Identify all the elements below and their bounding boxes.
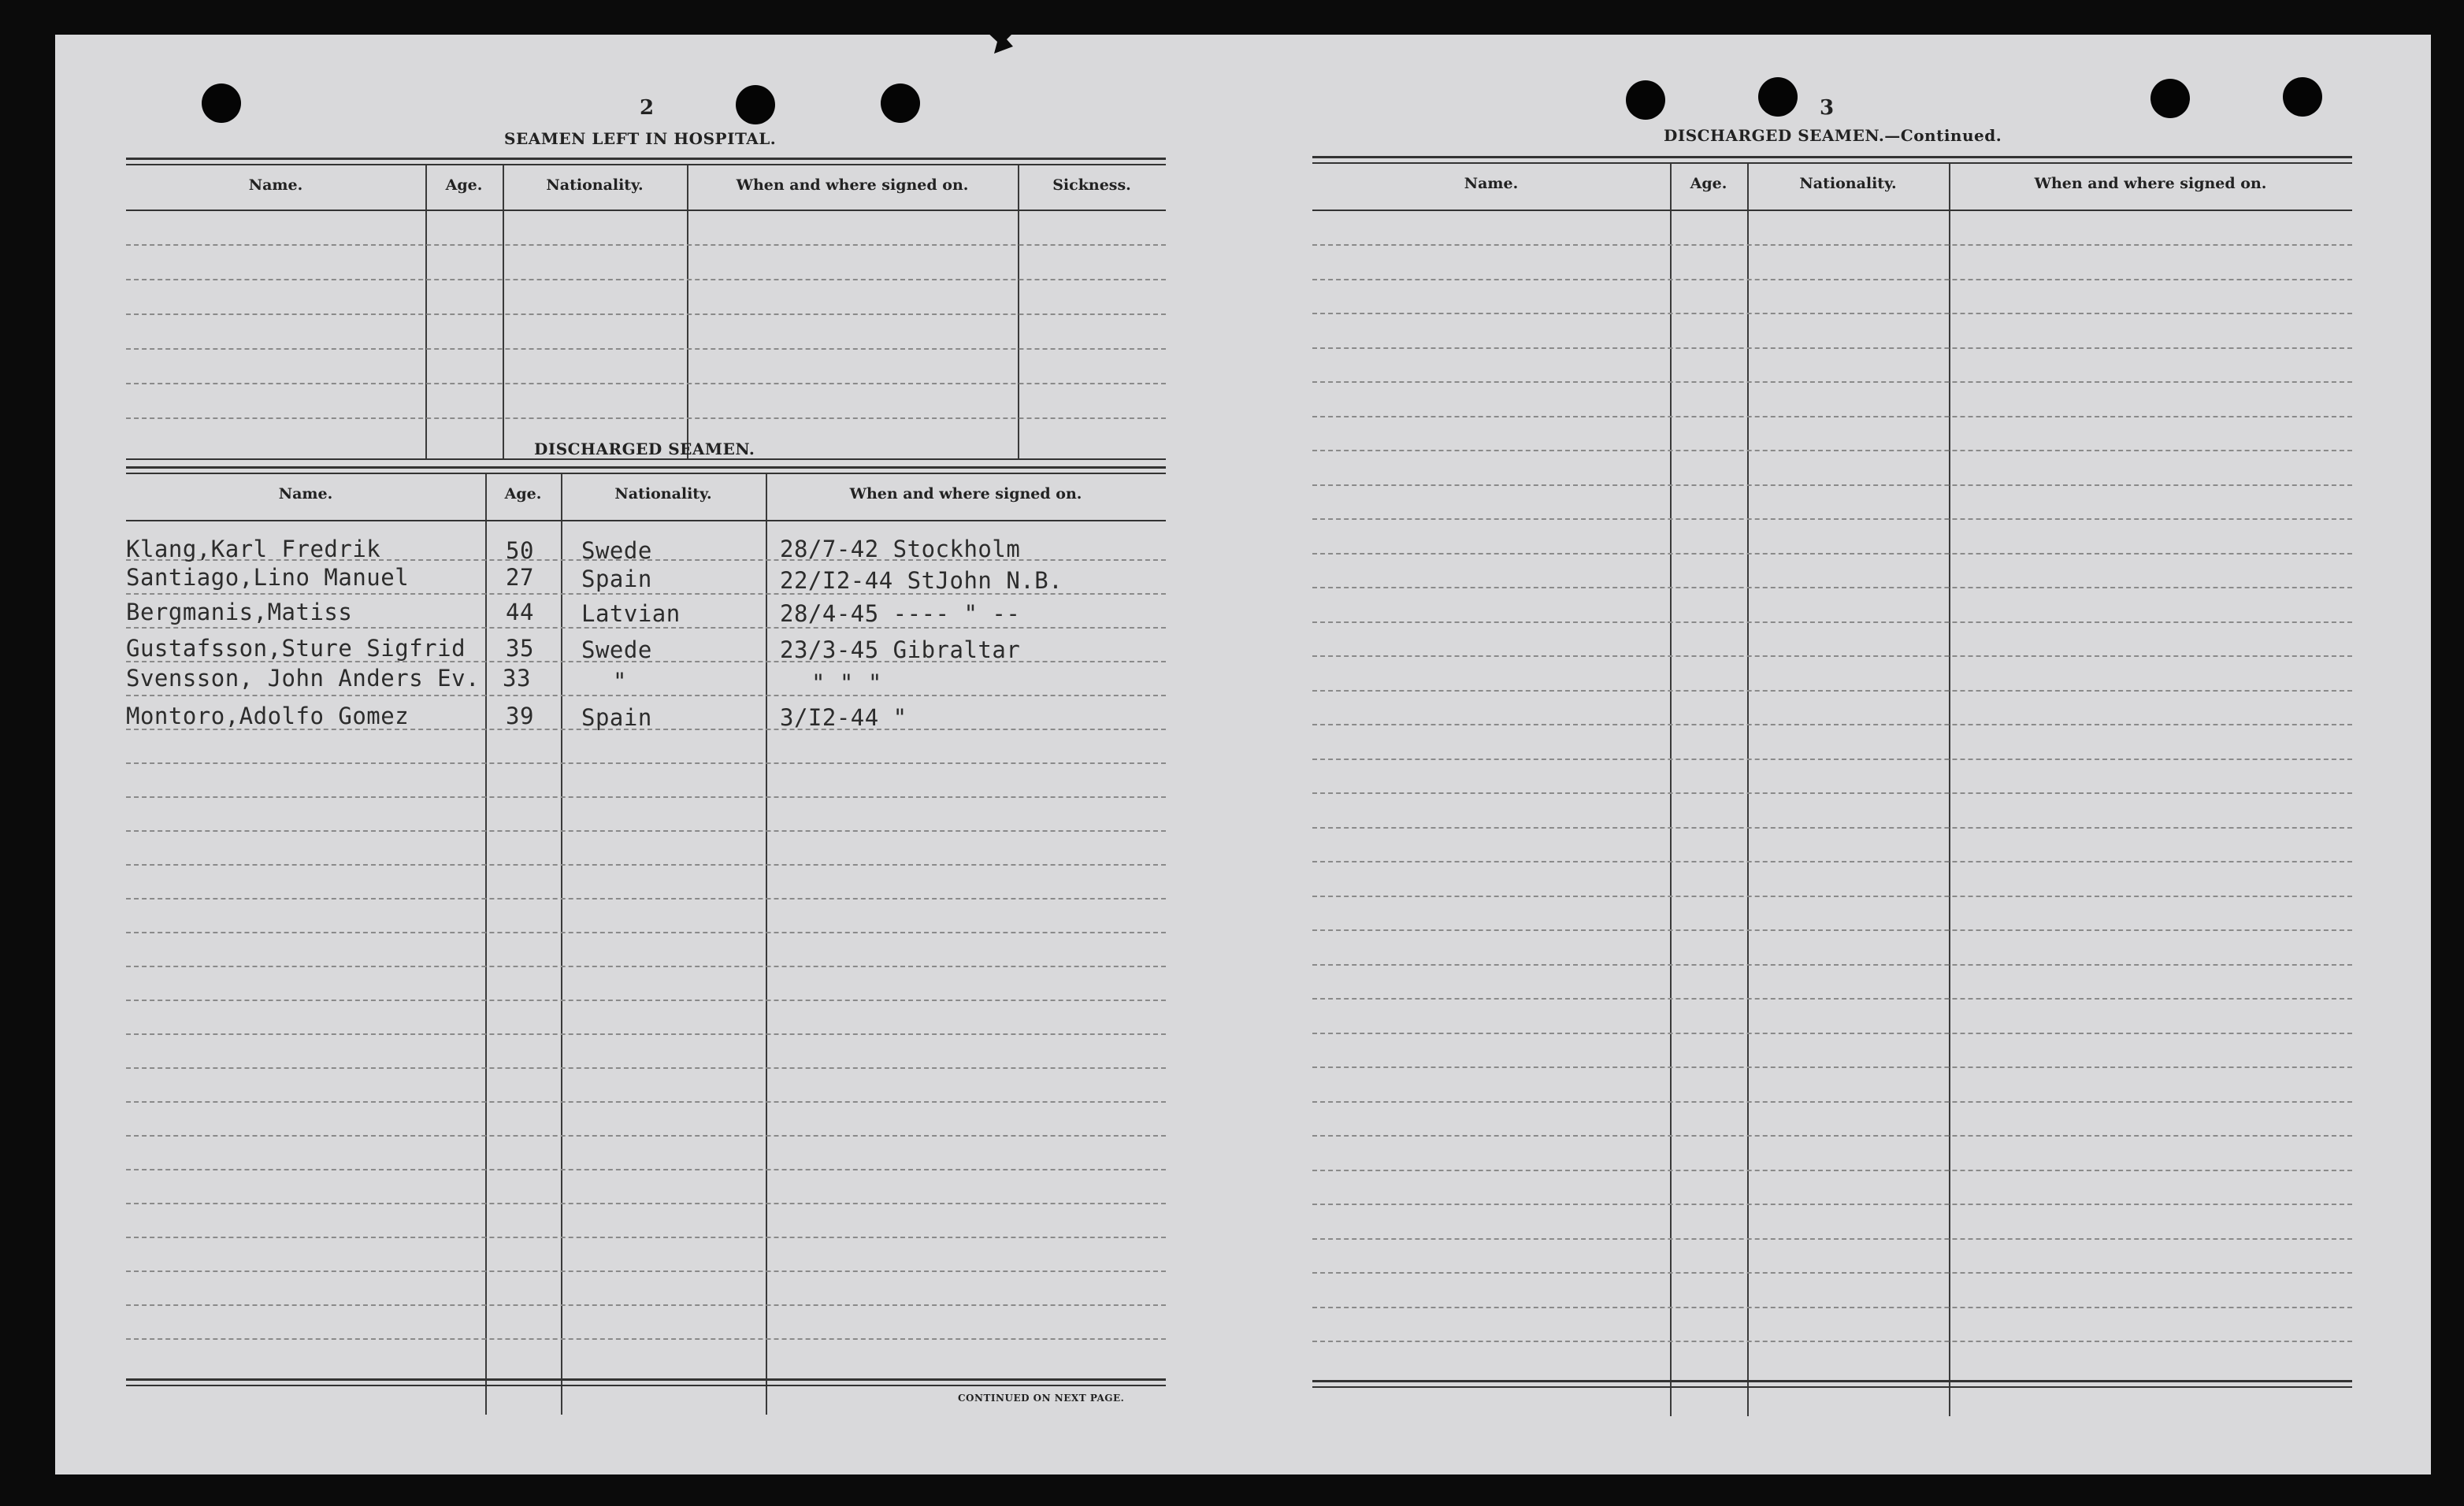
column-divider bbox=[766, 474, 767, 1415]
ruled-line bbox=[126, 1237, 1166, 1238]
ruled-line bbox=[1312, 621, 2352, 623]
ruled-line bbox=[126, 627, 1166, 629]
ruled-line bbox=[1312, 998, 2352, 1000]
ruled-line bbox=[1312, 347, 2352, 349]
ruled-line bbox=[1312, 587, 2352, 588]
ruled-line bbox=[1312, 690, 2352, 692]
ruled-line bbox=[126, 1101, 1166, 1103]
entry-age: 39 bbox=[506, 703, 534, 729]
table-rule bbox=[1312, 1386, 2352, 1388]
table-rule bbox=[126, 164, 1166, 165]
table-rule bbox=[126, 1385, 1166, 1386]
column-header-signed-on: When and where signed on. bbox=[2034, 175, 2267, 192]
entry-age: 35 bbox=[506, 635, 534, 662]
ruled-line bbox=[1312, 1307, 2352, 1308]
ruled-line bbox=[126, 932, 1166, 933]
ruled-line bbox=[126, 1270, 1166, 1272]
table-rule bbox=[126, 158, 1166, 160]
entry-name: Montoro,Adolfo Gomez bbox=[126, 703, 410, 729]
ruled-line bbox=[1312, 1204, 2352, 1205]
ruled-line bbox=[126, 898, 1166, 900]
ruled-line bbox=[126, 313, 1166, 315]
entry-nationality: Spain bbox=[581, 704, 652, 731]
ruled-line bbox=[1312, 759, 2352, 760]
header-underline bbox=[126, 210, 1166, 211]
page-number: 2 bbox=[640, 96, 655, 120]
ruled-line bbox=[1312, 1101, 2352, 1103]
ruled-line bbox=[126, 1203, 1166, 1204]
ruled-line bbox=[1312, 416, 2352, 417]
ruled-line bbox=[126, 1067, 1166, 1069]
column-header-nationality: Nationality. bbox=[1799, 175, 1897, 192]
entry-signed-on: 22/I2-44 StJohn N.B. bbox=[780, 567, 1063, 594]
table-rule bbox=[1312, 156, 2352, 158]
section-title: DISCHARGED SEAMEN.—Continued. bbox=[1664, 126, 2002, 145]
entry-name: Santiago,Lino Manuel bbox=[126, 564, 410, 591]
table-rule bbox=[126, 458, 1166, 460]
entry-nationality: Spain bbox=[581, 566, 652, 592]
ruled-line bbox=[1312, 450, 2352, 451]
ruled-line bbox=[1312, 313, 2352, 314]
table-rule bbox=[126, 466, 1166, 469]
column-header-name: Name. bbox=[248, 176, 303, 194]
ruled-line bbox=[126, 279, 1166, 280]
entry-name: Klang,Karl Fredrik bbox=[126, 536, 381, 562]
ruled-line bbox=[1312, 655, 2352, 657]
column-header-age: Age. bbox=[504, 485, 542, 503]
ruled-line bbox=[1312, 553, 2352, 555]
column-header-name: Name. bbox=[1464, 175, 1519, 192]
ruled-line bbox=[126, 244, 1166, 246]
ruled-line bbox=[1312, 484, 2352, 486]
column-divider bbox=[1949, 164, 1950, 1416]
column-header-name: Name. bbox=[278, 485, 333, 503]
ruled-line bbox=[126, 695, 1166, 696]
left-page bbox=[126, 35, 1166, 1421]
right-page bbox=[1312, 35, 2352, 1421]
column-header-nationality: Nationality. bbox=[614, 485, 712, 503]
column-header-age: Age. bbox=[1690, 175, 1727, 192]
header-underline bbox=[126, 520, 1166, 521]
column-header-age: Age. bbox=[445, 176, 483, 194]
ruled-line bbox=[126, 796, 1166, 798]
entry-nationality: " bbox=[613, 668, 627, 695]
ruled-line bbox=[1312, 244, 2352, 246]
column-header-signed-on: When and where signed on. bbox=[849, 485, 1082, 503]
ruled-line bbox=[1312, 792, 2352, 794]
ruled-line bbox=[1312, 1170, 2352, 1171]
ruled-line bbox=[1312, 861, 2352, 862]
header-underline bbox=[1312, 210, 2352, 211]
entry-nationality: Swede bbox=[581, 537, 652, 564]
entry-signed-on: 28/7-42 Stockholm bbox=[780, 536, 1021, 562]
page-number: 3 bbox=[1820, 96, 1835, 120]
ruled-line bbox=[126, 1135, 1166, 1137]
hospital-section-title: SEAMEN LEFT IN HOSPITAL. bbox=[504, 129, 777, 148]
column-header-sickness: Sickness. bbox=[1052, 176, 1131, 194]
column-divider bbox=[1747, 164, 1749, 1416]
column-divider bbox=[1670, 164, 1672, 1416]
ruled-line bbox=[1312, 1033, 2352, 1034]
ruled-line bbox=[126, 830, 1166, 832]
entry-signed-on: 28/4-45 ---- " -- bbox=[780, 600, 1021, 627]
column-divider bbox=[485, 474, 487, 1415]
ruled-line bbox=[1312, 1272, 2352, 1274]
entry-nationality: Swede bbox=[581, 636, 652, 663]
ruled-line bbox=[126, 1304, 1166, 1306]
ruled-line bbox=[126, 383, 1166, 384]
entry-age: 44 bbox=[506, 599, 534, 625]
ruled-line bbox=[126, 348, 1166, 350]
ruled-line bbox=[126, 1033, 1166, 1035]
table-rule bbox=[1312, 1380, 2352, 1382]
ruled-line bbox=[1312, 1238, 2352, 1240]
column-header-nationality: Nationality. bbox=[546, 176, 644, 194]
entry-name: Bergmanis,Matiss bbox=[126, 599, 353, 625]
column-header-signed-on: When and where signed on. bbox=[736, 176, 969, 194]
table-rule bbox=[126, 473, 1166, 474]
entry-age: 27 bbox=[506, 564, 534, 591]
entry-age: 50 bbox=[506, 537, 534, 564]
ruled-line bbox=[1312, 1135, 2352, 1137]
ruled-line bbox=[1312, 518, 2352, 520]
ruled-line bbox=[126, 1169, 1166, 1170]
ruled-line bbox=[1312, 929, 2352, 931]
entry-signed-on: " " " bbox=[811, 670, 882, 696]
continued-note: CONTINUED ON NEXT PAGE. bbox=[958, 1393, 1125, 1404]
entry-signed-on: 3/I2-44 " bbox=[780, 704, 907, 731]
ruled-line bbox=[126, 864, 1166, 866]
ruled-line bbox=[126, 762, 1166, 764]
entry-name: Svensson, John Anders Ev. bbox=[126, 665, 480, 692]
ruled-line bbox=[126, 1338, 1166, 1340]
column-divider bbox=[561, 474, 562, 1415]
ruled-line bbox=[1312, 279, 2352, 280]
ruled-line bbox=[126, 966, 1166, 967]
entry-nationality: Latvian bbox=[581, 600, 681, 627]
table-rule bbox=[1312, 162, 2352, 164]
ruled-line bbox=[126, 417, 1166, 419]
ruled-line bbox=[1312, 964, 2352, 966]
ruled-line bbox=[1312, 896, 2352, 897]
ruled-line bbox=[1312, 827, 2352, 829]
discharged-section-title: DISCHARGED SEAMEN. bbox=[534, 440, 755, 458]
ruled-line bbox=[1312, 724, 2352, 725]
entry-signed-on: 23/3-45 Gibraltar bbox=[780, 636, 1021, 663]
ruled-line bbox=[1312, 1341, 2352, 1342]
ruled-line bbox=[1312, 381, 2352, 383]
ruled-line bbox=[1312, 1066, 2352, 1068]
entry-age: 33 bbox=[503, 665, 531, 692]
ruled-line bbox=[126, 1000, 1166, 1001]
entry-name: Gustafsson,Sture Sigfrid bbox=[126, 635, 466, 662]
table-rule bbox=[126, 1378, 1166, 1381]
